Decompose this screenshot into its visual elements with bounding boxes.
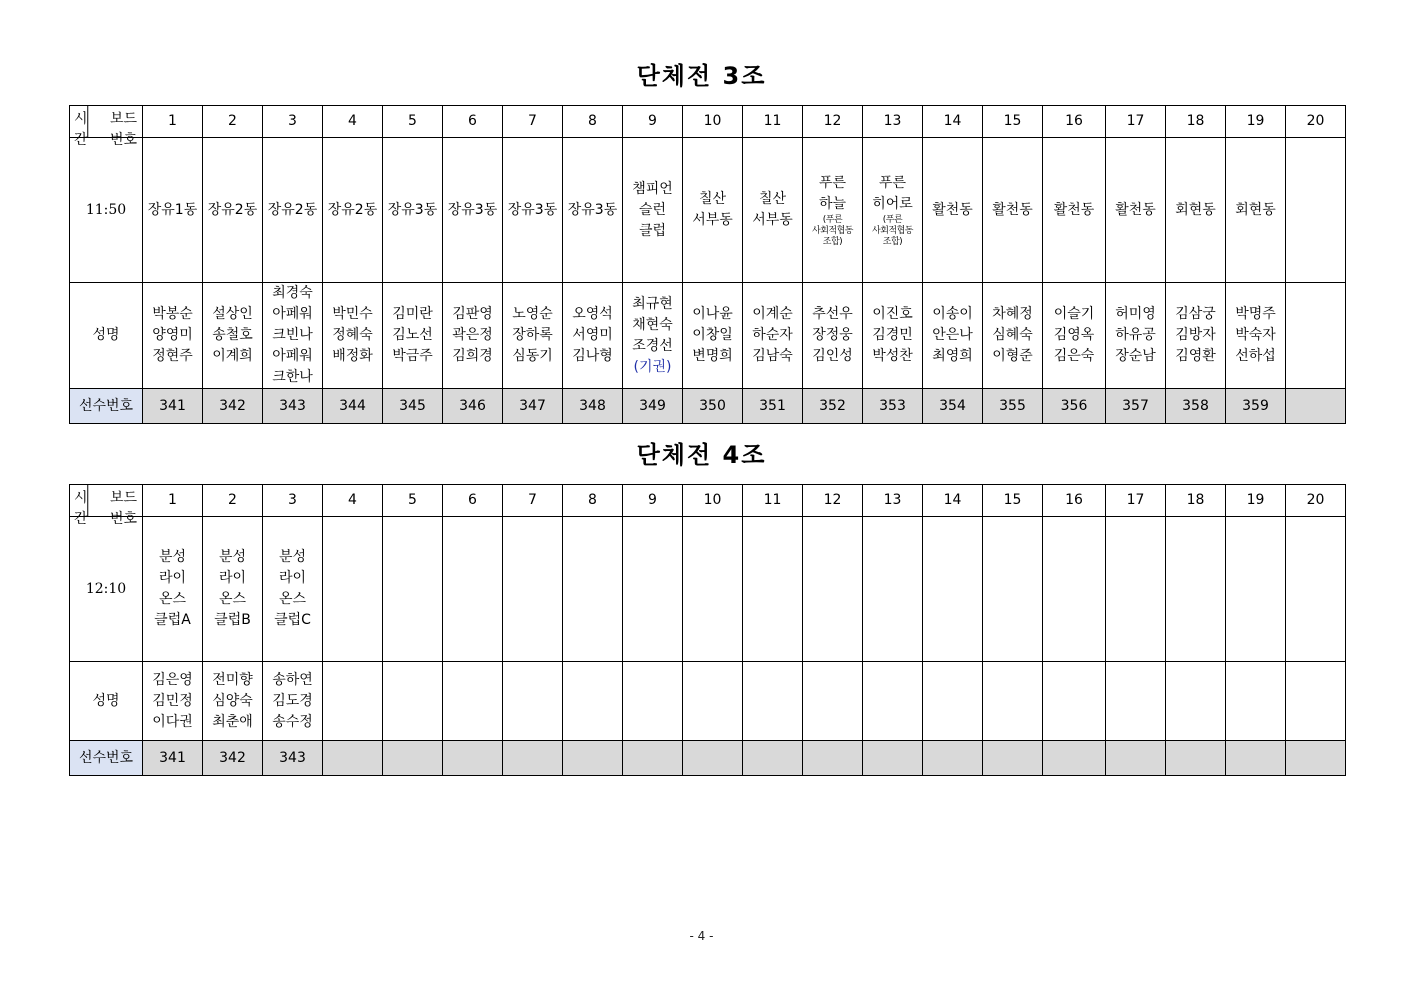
team-name-cell: [923, 517, 983, 662]
text-line: 안은나: [932, 327, 973, 343]
team-name-cell: [383, 138, 443, 283]
text-line: 푸른: [878, 174, 907, 191]
player-names-cell: [323, 662, 383, 741]
team-name-cell: [1106, 517, 1166, 662]
board-number-header: 13: [863, 485, 923, 517]
board-number-header: 13: [863, 106, 923, 138]
text-line: 클럽B: [214, 612, 251, 628]
player-number-cell: 350: [683, 389, 743, 424]
player-names-cell: [503, 283, 563, 389]
board-number-header: 1: [143, 106, 203, 138]
text-line: 이나윤: [692, 306, 733, 322]
team-name-cell: [1226, 138, 1286, 283]
board-number-header: 20: [1286, 106, 1346, 138]
text-line: 김판영: [452, 306, 493, 322]
player-number-label: 선수번호: [70, 389, 143, 424]
board-number-header: 9: [623, 485, 683, 517]
team-name-cell: [263, 517, 323, 662]
text-line: 심동기: [512, 348, 553, 364]
text-line: 이형준: [992, 348, 1033, 364]
board-number-header: 18: [1166, 106, 1226, 138]
schedule-table-group-3: [69, 105, 1346, 424]
board-number-header: 16: [1043, 485, 1106, 517]
text-line: 아페워: [272, 348, 313, 364]
player-number-cell: 342: [203, 741, 263, 776]
text-line: 이창일: [692, 327, 733, 343]
board-number-header: 7: [503, 106, 563, 138]
corner-header-cell: [70, 106, 143, 148]
text-line: 박금주: [392, 348, 433, 364]
text-line: 푸른: [818, 174, 847, 191]
section-title: 단체전 4조: [636, 441, 767, 469]
team-name-cell: [1226, 517, 1286, 662]
team-name-cell: [1286, 138, 1346, 283]
player-number-cell: 343: [263, 389, 323, 424]
player-number-cell: 354: [923, 389, 983, 424]
player-names-cell: [1106, 662, 1166, 741]
team-name-cell: [443, 517, 503, 662]
player-number-cell: 345: [383, 389, 443, 424]
board-number-header: 12: [803, 106, 863, 138]
text-line: 추선우: [812, 306, 853, 322]
player-number-row: [70, 389, 1346, 424]
player-names-cell: [503, 662, 563, 741]
player-number-cell: 341: [143, 741, 203, 776]
header-row: [70, 485, 1346, 517]
schedule-table-group-4: [69, 484, 1346, 776]
text-line: 사회적협동: [872, 225, 913, 236]
player-number-cell: 347: [503, 389, 563, 424]
player-names-cell: [143, 662, 203, 741]
board-number-header: 15: [983, 106, 1043, 138]
player-number-cell: [803, 741, 863, 776]
name-label-cell: 성명: [70, 662, 143, 741]
team-name-cell: [743, 517, 803, 662]
player-names-cell: [1043, 662, 1106, 741]
text-line: 라이: [218, 570, 247, 586]
team-name-cell: [1166, 517, 1226, 662]
text-line: 클럽C: [274, 612, 311, 628]
board-number-header: 5: [383, 485, 443, 517]
text-line: 회현동: [1175, 201, 1216, 218]
text-line: 크빈나: [272, 327, 313, 343]
time-cell: 12:10: [70, 517, 143, 662]
player-names-cell: [743, 283, 803, 389]
player-names-cell: [623, 662, 683, 741]
player-number-cell: [863, 741, 923, 776]
text-line: 곽은정: [452, 327, 493, 343]
text-line: 심혜숙: [992, 327, 1033, 343]
text-line: 최영희: [932, 348, 973, 364]
player-names-cell: [863, 283, 923, 389]
player-names-cell: [1286, 283, 1346, 389]
text-line: 심양숙: [212, 692, 253, 709]
text-line: 장순남: [1115, 348, 1156, 364]
player-names-cell: [623, 283, 683, 389]
player-names-cell: [1166, 662, 1226, 741]
text-line: 회현동: [1235, 201, 1276, 218]
team-name-cell: [1166, 138, 1226, 283]
text-line: 분성: [158, 549, 187, 565]
text-line: 클럽: [638, 222, 667, 239]
text-line: 이다권: [152, 713, 193, 730]
player-number-cell: [743, 741, 803, 776]
player-number-cell: 351: [743, 389, 803, 424]
team-name-cell: [143, 517, 203, 662]
player-number-cell: 343: [263, 741, 323, 776]
text-line: 분성: [278, 549, 307, 565]
text-line: 장하록: [512, 327, 553, 343]
time-label: 시간: [74, 111, 88, 148]
text-line: 김인성: [812, 348, 853, 364]
text-line: 최경숙: [272, 285, 313, 301]
text-line: 박성찬: [872, 348, 913, 364]
player-names-cell: [443, 283, 503, 389]
text-line: 변명희: [692, 348, 733, 364]
player-number-cell: [683, 741, 743, 776]
board-number-header: 3: [263, 485, 323, 517]
board-number-header: 6: [443, 485, 503, 517]
text-line: 양영미: [152, 327, 193, 343]
text-line: 사회적협동: [812, 225, 853, 236]
team-name-cell: [563, 138, 623, 283]
player-names-cell: [1043, 283, 1106, 389]
text-line: 김영환: [1175, 348, 1216, 364]
player-number-cell: [1043, 741, 1106, 776]
text-line: 장유3동: [507, 201, 558, 218]
player-names-cell: [443, 662, 503, 741]
text-line: 분성: [218, 549, 247, 565]
player-names-cell: [203, 283, 263, 389]
player-number-cell: [563, 741, 623, 776]
player-number-cell: 348: [563, 389, 623, 424]
board-number-header: 10: [683, 485, 743, 517]
text-line: 김삼궁: [1175, 306, 1216, 322]
player-names-cell: [863, 662, 923, 741]
text-line: 김은숙: [1053, 348, 1095, 364]
text-line: 라이: [278, 570, 307, 586]
team-name-cell: [143, 138, 203, 283]
player-names-cell: [203, 662, 263, 741]
player-names-cell: [143, 283, 203, 389]
team-name-cell: [503, 138, 563, 283]
text-line: 이계희: [212, 348, 253, 364]
board-number-header: 2: [203, 106, 263, 138]
text-line: 온스: [158, 591, 187, 607]
player-number-cell: 352: [803, 389, 863, 424]
text-line: 정혜숙: [332, 327, 373, 343]
text-line: 박민수: [332, 306, 373, 322]
text-line: 장유2동: [267, 201, 318, 218]
player-number-cell: 341: [143, 389, 203, 424]
board-label: 보드 번호: [109, 490, 137, 527]
text-line: 장정웅: [812, 327, 853, 343]
time-cell: 11:50: [70, 138, 143, 283]
text-line: 김도경: [272, 692, 313, 709]
player-names-cell: [383, 662, 443, 741]
player-number-cell: 342: [203, 389, 263, 424]
player-number-cell: [323, 741, 383, 776]
text-line: 활천동: [992, 201, 1033, 218]
text-line: 박봉순: [152, 306, 193, 322]
player-number-cell: 346: [443, 389, 503, 424]
text-line: 히어로: [872, 195, 913, 212]
board-number-header: 7: [503, 485, 563, 517]
board-number-header: 10: [683, 106, 743, 138]
board-number-header: 14: [923, 485, 983, 517]
text-line: 장유3동: [387, 201, 438, 218]
text-line: 챔피언: [632, 180, 673, 197]
text-line: 서부동: [752, 212, 793, 228]
team-name-cell: [923, 138, 983, 283]
team-row: [70, 517, 1346, 662]
team-name-cell: [623, 517, 683, 662]
text-line: 칠산: [758, 191, 787, 207]
team-name-cell: [323, 517, 383, 662]
board-number-header: 3: [263, 106, 323, 138]
text-line: 온스: [218, 591, 247, 607]
team-name-cell: [263, 138, 323, 283]
text-line: (푸른: [882, 214, 903, 225]
text-line: 서영미: [572, 327, 613, 343]
board-number-header: 8: [563, 485, 623, 517]
text-line: 장유2동: [207, 201, 258, 218]
player-number-cell: [1166, 741, 1226, 776]
player-number-cell: [1286, 389, 1346, 424]
board-number-header: 12: [803, 485, 863, 517]
name-label-cell: 성명: [70, 283, 143, 389]
text-line: 차혜정: [992, 306, 1033, 322]
text-line: 김은영: [152, 671, 193, 688]
text-line: 아페워: [272, 306, 313, 322]
text-line: 하순자: [752, 327, 793, 343]
board-number-header: 1: [143, 485, 203, 517]
board-number-header: 2: [203, 485, 263, 517]
player-number-cell: 355: [983, 389, 1043, 424]
team-name-cell: [983, 517, 1043, 662]
board-number-header: 15: [983, 485, 1043, 517]
text-line: 조합): [882, 236, 903, 247]
text-line: 활천동: [1053, 201, 1095, 218]
player-number-cell: 356: [1043, 389, 1106, 424]
text-line: 이송이: [932, 306, 973, 322]
player-number-cell: 349: [623, 389, 683, 424]
team-name-cell: [743, 138, 803, 283]
text-line: 김방자: [1175, 327, 1216, 343]
text-line: 최규현: [632, 295, 673, 312]
text-line: 조경선: [632, 337, 673, 354]
board-number-header: 9: [623, 106, 683, 138]
text-line: 송하연: [272, 671, 313, 688]
team-name-cell: [1106, 138, 1166, 283]
text-line: 허미영: [1115, 306, 1156, 322]
section-title: 단체전 3조: [636, 62, 767, 90]
board-number-header: 11: [743, 485, 803, 517]
text-line: 서부동: [692, 212, 733, 228]
text-line: 김희경: [452, 348, 493, 364]
player-names-cell: [563, 662, 623, 741]
text-line: 칠산: [698, 191, 727, 207]
text-line: 클럽A: [154, 612, 191, 628]
text-line: 오영석: [572, 306, 613, 322]
player-number-cell: 358: [1166, 389, 1226, 424]
player-number-cell: 357: [1106, 389, 1166, 424]
team-row: [70, 138, 1346, 283]
team-name-cell: [203, 138, 263, 283]
board-number-header: 20: [1286, 485, 1346, 517]
team-name-cell: [683, 138, 743, 283]
board-number-header: 19: [1226, 106, 1286, 138]
player-names-cell: [1226, 662, 1286, 741]
text-line: 김미란: [392, 306, 433, 322]
text-line: 노영순: [512, 306, 553, 322]
player-number-cell: [1106, 741, 1166, 776]
team-name-cell: [563, 517, 623, 662]
player-number-cell: [1226, 741, 1286, 776]
text-line: 김나형: [572, 348, 613, 364]
text-line: 정현주: [152, 348, 193, 364]
text-line: 김경민: [872, 327, 913, 343]
player-names-cell: [1226, 283, 1286, 389]
player-number-cell: [503, 741, 563, 776]
text-line: 하유공: [1115, 327, 1156, 343]
player-number-cell: [983, 741, 1043, 776]
text-line: 설상인: [212, 306, 253, 322]
text-line: 박명주: [1235, 306, 1276, 322]
player-number-cell: [383, 741, 443, 776]
text-line: 배정화: [332, 348, 373, 364]
player-number-row: [70, 741, 1346, 776]
team-name-cell: [203, 517, 263, 662]
board-number-header: 18: [1166, 485, 1226, 517]
text-line: 김남숙: [752, 348, 793, 364]
player-names-cell: [803, 662, 863, 741]
board-number-header: 17: [1106, 485, 1166, 517]
team-name-cell: [443, 138, 503, 283]
player-names-row: [70, 662, 1346, 741]
team-name-cell: [863, 138, 923, 283]
team-name-cell: [323, 138, 383, 283]
text-line: 최춘애: [212, 713, 253, 730]
text-line: 크한나: [272, 369, 313, 385]
team-name-cell: [1043, 138, 1106, 283]
text-line: 이계순: [752, 306, 793, 322]
team-name-cell: [1043, 517, 1106, 662]
board-number-header: 8: [563, 106, 623, 138]
board-number-header: 5: [383, 106, 443, 138]
player-names-cell: [743, 662, 803, 741]
board-number-header: 16: [1043, 106, 1106, 138]
player-number-cell: [923, 741, 983, 776]
text-line: 온스: [278, 591, 307, 607]
board-number-header: 4: [323, 106, 383, 138]
player-names-cell: [1106, 283, 1166, 389]
text-line: 김민정: [152, 692, 193, 709]
board-number-header: 4: [323, 485, 383, 517]
player-names-cell: [923, 662, 983, 741]
team-name-cell: [803, 138, 863, 283]
player-names-row: [70, 283, 1346, 389]
time-label: 시간: [74, 490, 88, 527]
board-label: 보드 번호: [109, 111, 137, 148]
text-line: 박숙자: [1235, 327, 1276, 343]
text-line: 송철호: [212, 327, 253, 343]
text-line: 장유3동: [447, 201, 498, 218]
page-number: - 4 -: [689, 929, 714, 943]
team-name-cell: [983, 138, 1043, 283]
text-line: 선하섭: [1235, 348, 1276, 364]
player-names-cell: [263, 283, 323, 389]
team-name-cell: [503, 517, 563, 662]
team-name-cell: [863, 517, 923, 662]
board-number-header: 11: [743, 106, 803, 138]
player-names-cell: [803, 283, 863, 389]
team-name-cell: [383, 517, 443, 662]
withdrawn-note: (기권): [633, 358, 672, 375]
text-line: (푸른: [822, 214, 843, 225]
player-number-cell: [1286, 741, 1346, 776]
text-line: 송수정: [272, 713, 313, 730]
player-names-cell: [983, 662, 1043, 741]
text-line: 채현숙: [632, 316, 673, 333]
team-name-cell: [1286, 517, 1346, 662]
text-line: 전미향: [212, 671, 253, 688]
player-number-cell: 344: [323, 389, 383, 424]
board-number-header: 14: [923, 106, 983, 138]
text-line: 라이: [158, 570, 187, 586]
player-number-cell: 353: [863, 389, 923, 424]
player-number-cell: [443, 741, 503, 776]
text-line: 장유3동: [567, 201, 618, 218]
header-row: [70, 106, 1346, 138]
text-line: 장유2동: [327, 201, 378, 218]
text-line: 김노선: [392, 327, 433, 343]
text-line: 활천동: [1115, 201, 1156, 218]
player-names-cell: [683, 283, 743, 389]
player-number-label: 선수번호: [70, 741, 143, 776]
player-names-cell: [923, 283, 983, 389]
text-line: 하늘: [818, 195, 847, 212]
board-number-header: 17: [1106, 106, 1166, 138]
board-number-header: 19: [1226, 485, 1286, 517]
player-names-cell: [683, 662, 743, 741]
text-line: 이진호: [872, 306, 913, 322]
text-line: 조합): [822, 236, 843, 247]
player-number-cell: 359: [1226, 389, 1286, 424]
team-name-cell: [623, 138, 683, 283]
text-line: 장유1동: [147, 201, 198, 218]
text-line: 김영옥: [1053, 327, 1095, 343]
board-number-header: 6: [443, 106, 503, 138]
text-line: 활천동: [932, 201, 973, 218]
player-names-cell: [323, 283, 383, 389]
player-names-cell: [1286, 662, 1346, 741]
team-name-cell: [803, 517, 863, 662]
text-line: 슬런: [638, 201, 667, 218]
player-names-cell: [563, 283, 623, 389]
team-name-cell: [683, 517, 743, 662]
player-names-cell: [983, 283, 1043, 389]
player-names-cell: [263, 662, 323, 741]
corner-header-cell: [70, 485, 143, 527]
text-line: 이슬기: [1053, 306, 1095, 322]
player-number-cell: [623, 741, 683, 776]
player-names-cell: [1166, 283, 1226, 389]
player-names-cell: [383, 283, 443, 389]
